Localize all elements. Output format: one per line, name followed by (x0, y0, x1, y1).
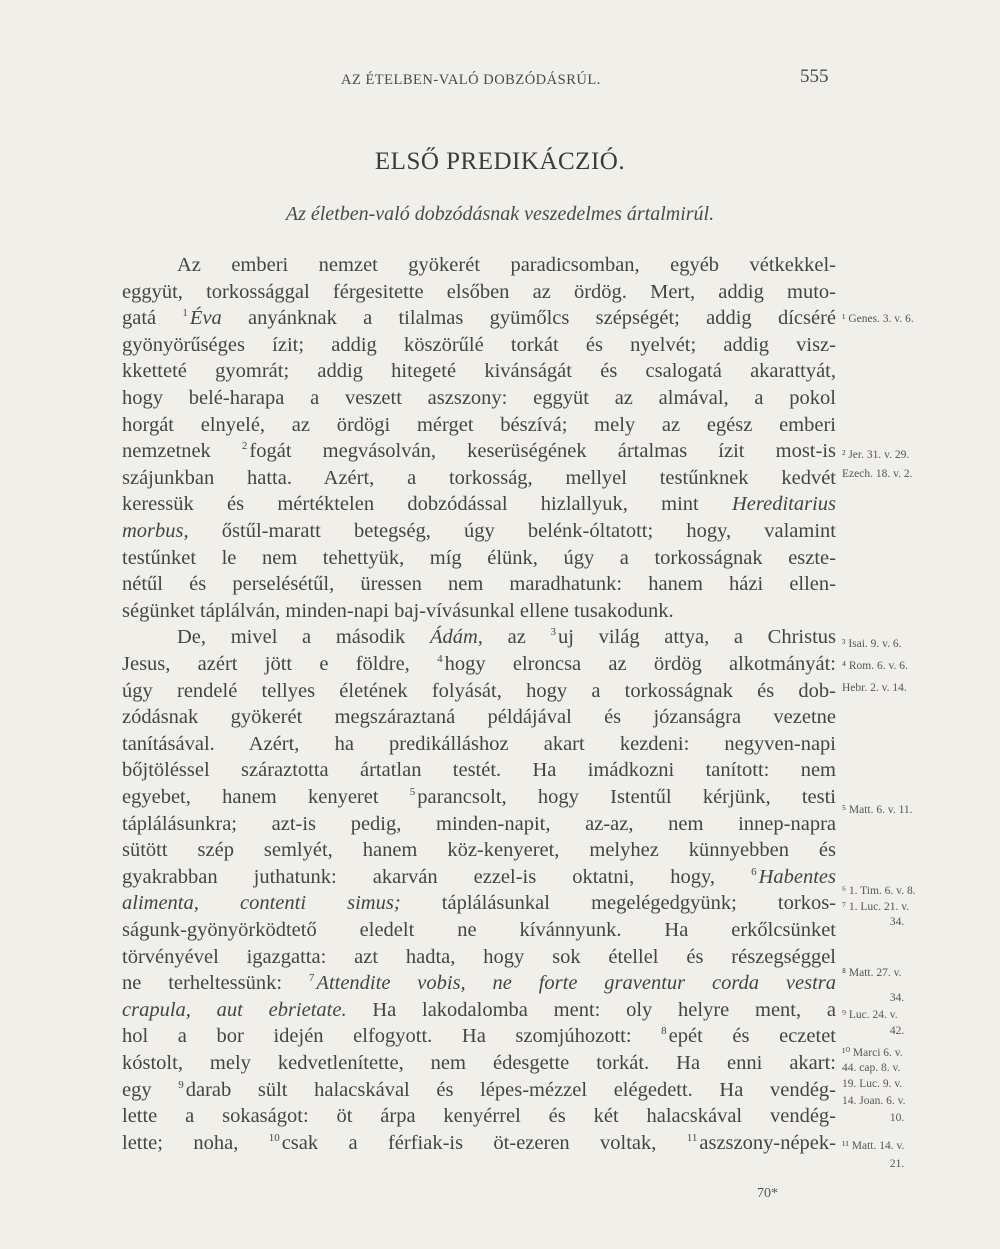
text: az (482, 626, 551, 649)
text-line (122, 491, 836, 517)
margin-reference: 34. (889, 992, 905, 1004)
text-line (122, 970, 836, 996)
margin-reference: ² Jer. 31. v. 29. (842, 449, 910, 461)
text-line (122, 465, 836, 491)
text: táplálásunkra; azt-is pedig, minden-napit, az-az, nem innep-napra (122, 812, 836, 835)
text: testűnket le nem tehettyük, míg élünk, úgy a torkosságnak eszte- (122, 546, 836, 569)
text-line (122, 571, 836, 597)
text: gatá (122, 307, 183, 330)
footnote-marker: 2 (241, 440, 248, 453)
running-head: AZ ÉTELBEN-VALÓ DOBZÓDÁSRÚL. (341, 72, 601, 88)
text: ságunk-gyönyörködtető eledelt ne kívánnyunk. Ha erkőlcsünket (122, 919, 836, 941)
text-line (122, 305, 836, 331)
text-line (122, 438, 836, 464)
page-subtitle: Az életben-való dobzódásnak veszedelmes ártalmirúl. (285, 203, 715, 225)
footnote-marker: 4 (437, 653, 443, 665)
running-header (0, 62, 1000, 92)
italic-text: morbus, (122, 520, 189, 542)
margin-reference: 21. (889, 1158, 905, 1170)
text-line (122, 757, 836, 783)
italic-text: Habentes (758, 865, 836, 888)
text-line (122, 731, 836, 757)
margin-reference: ⁵ Matt. 6. v. 11. (842, 804, 913, 816)
text-line (122, 997, 836, 1023)
text: sütött szép semlyét, hanem köz-kenyeret, melyhez künnyebben és (122, 839, 836, 862)
footnote-marker: 3 (550, 626, 556, 639)
text: eggyüt, torkossággal férgesitette elsőben az ördög. Mert, addig muto- (122, 280, 836, 303)
text-line (122, 1050, 836, 1076)
text: őstűl-maratt betegség, úgy belénk-óltatott; hogy, valamint (188, 520, 836, 542)
margin-reference: ⁷ 1. Luc. 21. v. (842, 901, 910, 913)
text: bőjtöléssel száraztotta ártatlan testét. Ha imádkozni tanított: nem (122, 759, 836, 782)
text-line (122, 651, 836, 677)
text: egyebet, hanem kenyeret (122, 786, 410, 808)
margin-reference: ¹¹ Matt. 14. v. (842, 1140, 905, 1152)
margin-reference: 34. (889, 916, 905, 928)
text-line (122, 1103, 836, 1129)
text: zódásnak gyökerét megszáraztaná példájával és józanságra vezetne (122, 706, 836, 729)
italic-text: Éva (189, 307, 222, 330)
text: kketteté gyomrát; addig hitegeté kivánságát és csalogatá akarattyát, (122, 360, 836, 383)
margin-reference: 42. (889, 1025, 905, 1037)
text: ne terheltessünk: (122, 972, 309, 995)
margin-reference: 14. Joan. 6. v. (842, 1095, 906, 1107)
margin-reference: ⁶ 1. Tim. 6. v. 8. (842, 885, 916, 897)
footnote-marker: 5 (409, 786, 416, 798)
text: aszszony-népek- (699, 1131, 836, 1154)
footnote-marker: 8 (661, 1025, 667, 1038)
margin-reference: Hebr. 2. v. 14. (842, 682, 907, 694)
page-title: ELSŐ PREDIKÁCZIÓ. (374, 148, 626, 175)
text: hol a bor idején elfogyott. Ha szomjúhozott: (122, 1025, 662, 1048)
text: szájunkban hatta. Azért, a torkosság, mellyel testűnknek kedvét (122, 466, 836, 489)
text: ségünket táplálván, minden-napi baj-vívásunkal ellene tusakodunk. (122, 599, 674, 622)
text: horgát elnyelé, az ördögi mérget bészívá; mely az egész emberi (122, 413, 836, 436)
italic-text: Hereditarius (731, 493, 836, 516)
margin-reference: Ezech. 18. v. 2. (842, 468, 913, 480)
text: fogát megvásolván, keserüségének ártalmas ízit most-is (249, 440, 836, 463)
text-line (122, 811, 836, 837)
text: parancsolt, hogy Istentűl kérjünk, testi (417, 786, 836, 808)
text: Jesus, azért jött e földre, (122, 653, 438, 675)
text: kóstolt, mely kedvetlenítette, nem édesgette torkát. Ha enni akart: (122, 1052, 836, 1074)
text-line (122, 704, 836, 730)
text: uj világ attya, a Christus (557, 626, 836, 649)
text: tanításával. Azért, ha predikálláshoz akart kezdeni: negyven-napi (122, 732, 836, 755)
text: keressük és mértéktelen dobzódással hizlallyuk, mint (122, 493, 732, 516)
margin-reference: ⁸ Matt. 27. v. (842, 967, 902, 979)
margin-reference: ⁴ Rom. 6. v. 6. (842, 660, 908, 672)
text-line (122, 784, 836, 810)
footnote-marker: 9 (178, 1078, 184, 1091)
text-line (177, 252, 836, 278)
margin-reference: 19. Luc. 9. v. (842, 1078, 903, 1090)
text: nemzetnek (122, 440, 242, 463)
text: táplálásunkal megelégedgyünk; torkos- (400, 892, 836, 915)
italic-text: Ádám, (429, 626, 483, 649)
text: hogy elroncsa az ördög alkotmányát: (444, 653, 836, 675)
text-line (122, 412, 836, 438)
text-line (122, 279, 836, 305)
text-line (122, 518, 836, 544)
text-line (122, 917, 836, 943)
text-line (122, 1130, 836, 1156)
margin-reference: 44. cap. 8. v. (842, 1062, 901, 1074)
text: nétűl és perselésétűl, üressen nem maradhatunk: hanem házi ellen- (122, 573, 836, 596)
margin-reference: ¹⁰ Marci 6. v. (842, 1047, 903, 1059)
text: egy (122, 1078, 179, 1101)
footnote-marker: 6 (751, 865, 757, 878)
text: Ha lakodalomba ment: oly helyre ment, a (346, 998, 836, 1021)
italic-text: alimenta, contenti simus; (122, 892, 401, 915)
text-line (122, 864, 836, 890)
text: gyönyörűséges ízit; addig köszörűlé torkát és nyelvét; addig visz- (122, 333, 836, 356)
text: darab sült halacskával és lépes-mézzel elégedett. Ha vendég- (185, 1078, 836, 1101)
text: gyakrabban juthatunk: akarván ezzel-is oktatni, hogy, (122, 865, 752, 888)
text-line (122, 944, 836, 970)
margin-reference: ⁹ Luc. 24. v. (842, 1009, 898, 1021)
text: anyánknak a tilalmas gyümőlcs szépségét; addig dícséré (221, 307, 836, 330)
footnote-marker: 10 (268, 1131, 280, 1144)
text: törvényével igazgatta: azt hadta, hogy sok étellel és részegséggel (122, 945, 836, 968)
text: lette a sokaságot: öt árpa kenyérrel és két halacskával vendég- (122, 1105, 836, 1128)
text: epét és eczetet (668, 1025, 836, 1048)
text-line (122, 1023, 836, 1049)
margin-reference: 10. (889, 1112, 905, 1124)
text-line (122, 332, 836, 358)
margin-reference: ¹ Genes. 3. v. 6. (842, 313, 914, 325)
signature-mark: 70* (757, 1186, 778, 1201)
text-line (122, 890, 836, 916)
italic-text: crapula, aut ebrietate. (122, 998, 347, 1021)
text-line (122, 385, 836, 411)
text-line (122, 837, 836, 863)
footnote-marker: 11 (686, 1131, 698, 1144)
margin-reference: ³ Isai. 9. v. 6. (842, 638, 902, 650)
footnote-marker: 7 (308, 972, 315, 985)
text: lette; noha, (122, 1131, 269, 1154)
text: csak a férfiak-is öt-ezeren voltak, (281, 1131, 687, 1154)
text-line (177, 624, 836, 650)
text-line (122, 678, 836, 704)
text-line (122, 545, 836, 571)
text-line (122, 1077, 836, 1103)
italic-text: Attendite vobis, ne forte graventur corda vestra (316, 972, 836, 995)
text: hogy belé-harapa a veszett aszszony: eggyüt az almával, a pokol (122, 387, 836, 409)
text: De, mivel a második (177, 626, 430, 649)
text: Az emberi nemzet gyökerét paradicsomban, egyéb vétkekkel- (177, 254, 836, 276)
text: úgy rendelé tellyes életének folyását, hogy a torkosságnak és dob- (122, 679, 836, 702)
footnote-marker: 1 (182, 307, 188, 320)
text-line (122, 358, 836, 384)
page-number: 555 (800, 66, 829, 87)
text-line (122, 598, 836, 624)
